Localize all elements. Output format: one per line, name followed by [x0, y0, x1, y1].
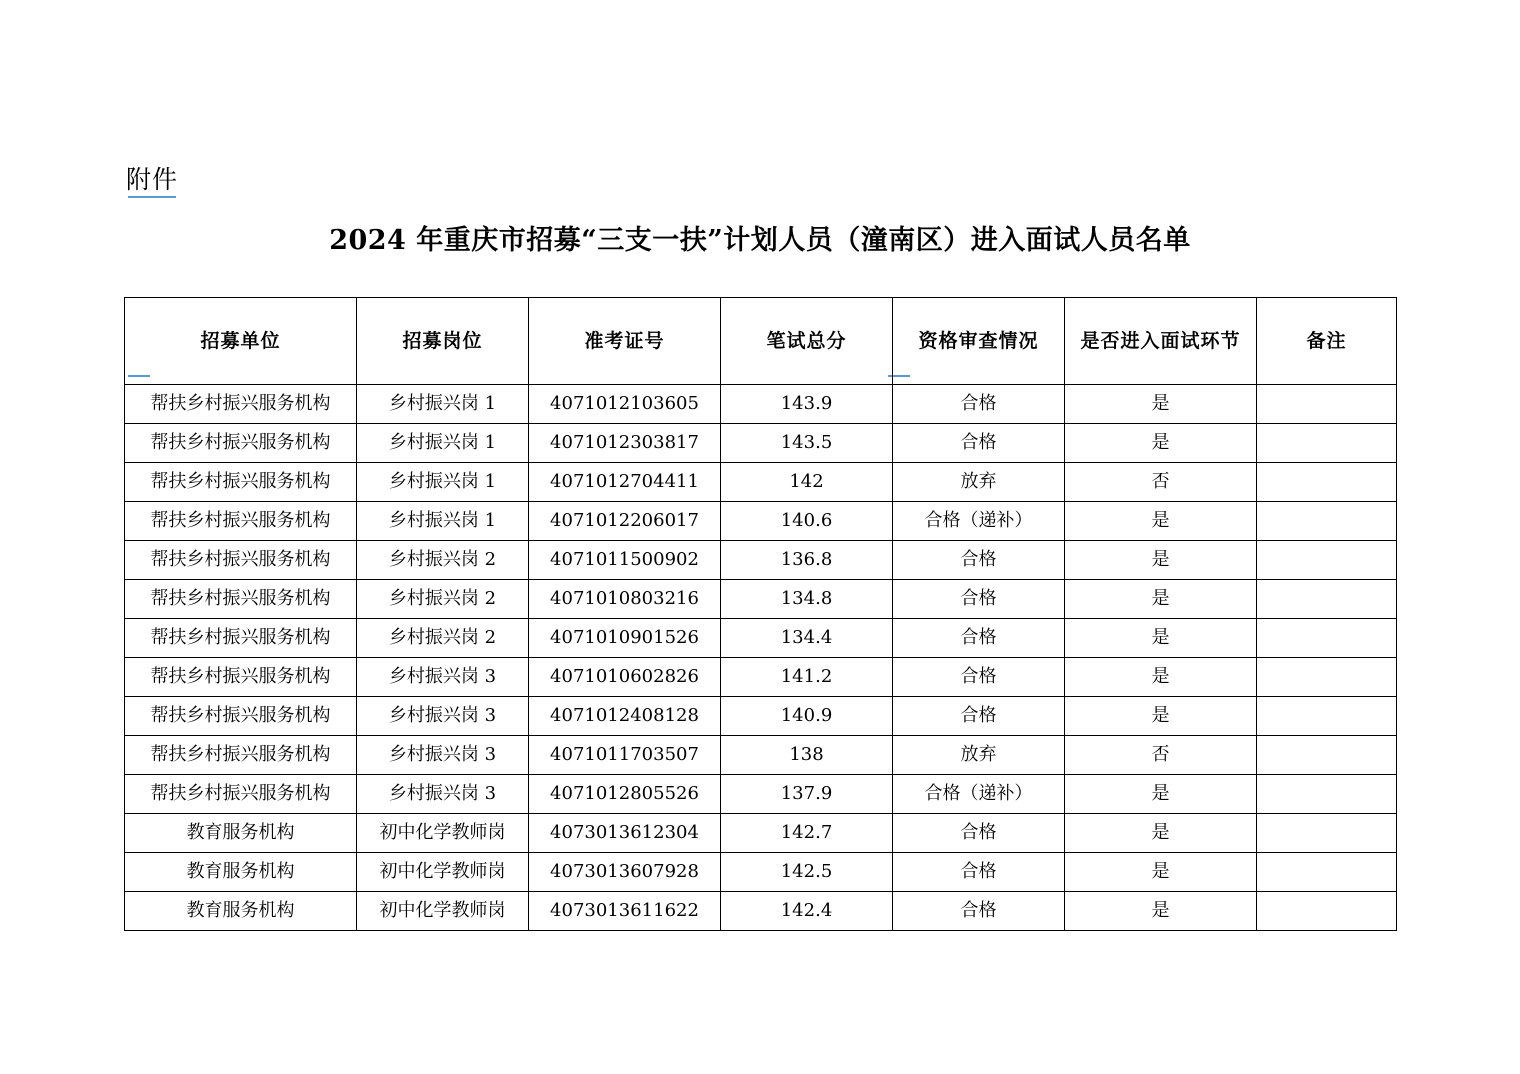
cell-qualification-review: 合格 [893, 814, 1065, 853]
cell-position: 乡村振兴岗 2 [357, 541, 529, 580]
table-row [125, 853, 1397, 892]
cell-admission-number: 4071012704411 [529, 463, 721, 502]
column-header-enter-interview: 是否进入面试环节 [1065, 298, 1257, 385]
cell-position: 乡村振兴岗 3 [357, 736, 529, 775]
cell-unit: 教育服务机构 [125, 853, 357, 892]
cell-unit: 教育服务机构 [125, 892, 357, 931]
cell-enter-interview: 是 [1065, 853, 1257, 892]
cell-position: 乡村振兴岗 2 [357, 580, 529, 619]
cell-written-score: 141.2 [721, 658, 893, 697]
cell-unit: 帮扶乡村振兴服务机构 [125, 580, 357, 619]
cell-unit: 帮扶乡村振兴服务机构 [125, 502, 357, 541]
cell-remarks [1257, 775, 1397, 814]
table-row [125, 736, 1397, 775]
cell-enter-interview: 是 [1065, 502, 1257, 541]
cell-qualification-review: 合格 [893, 541, 1065, 580]
cell-qualification-review: 合格 [893, 697, 1065, 736]
cell-written-score: 138 [721, 736, 893, 775]
cell-qualification-review: 合格 [893, 853, 1065, 892]
cell-position: 初中化学教师岗 [357, 892, 529, 931]
cell-enter-interview: 否 [1065, 736, 1257, 775]
cell-enter-interview: 是 [1065, 658, 1257, 697]
cell-unit: 帮扶乡村振兴服务机构 [125, 541, 357, 580]
table-row [125, 424, 1397, 463]
table-header-row [125, 298, 1397, 385]
cell-admission-number: 4073013607928 [529, 853, 721, 892]
cell-admission-number: 4071012303817 [529, 424, 721, 463]
cell-admission-number: 4071011703507 [529, 736, 721, 775]
cell-admission-number: 4071012206017 [529, 502, 721, 541]
cell-enter-interview: 是 [1065, 775, 1257, 814]
column-header-unit: 招募单位 [125, 298, 357, 385]
cell-enter-interview: 是 [1065, 619, 1257, 658]
cell-unit: 帮扶乡村振兴服务机构 [125, 385, 357, 424]
cell-enter-interview: 是 [1065, 580, 1257, 619]
cell-written-score: 137.9 [721, 775, 893, 814]
cell-written-score: 136.8 [721, 541, 893, 580]
cell-qualification-review: 合格 [893, 424, 1065, 463]
cell-position: 初中化学教师岗 [357, 853, 529, 892]
cell-position: 乡村振兴岗 1 [357, 424, 529, 463]
cell-remarks [1257, 619, 1397, 658]
cell-remarks [1257, 541, 1397, 580]
cell-admission-number: 4071012103605 [529, 385, 721, 424]
cell-qualification-review: 合格 [893, 619, 1065, 658]
cell-admission-number: 4071011500902 [529, 541, 721, 580]
cell-unit: 帮扶乡村振兴服务机构 [125, 658, 357, 697]
cell-remarks [1257, 892, 1397, 931]
cell-enter-interview: 否 [1065, 463, 1257, 502]
cell-remarks [1257, 853, 1397, 892]
cell-written-score: 142.5 [721, 853, 893, 892]
cell-written-score: 143.9 [721, 385, 893, 424]
cell-admission-number: 4071010901526 [529, 619, 721, 658]
cell-enter-interview: 是 [1065, 892, 1257, 931]
column-header-remarks: 备注 [1257, 298, 1397, 385]
cell-enter-interview: 是 [1065, 424, 1257, 463]
table-row [125, 463, 1397, 502]
table-row [125, 385, 1397, 424]
cell-qualification-review: 合格 [893, 580, 1065, 619]
cell-enter-interview: 是 [1065, 541, 1257, 580]
roster-table-body [125, 385, 1397, 931]
table-row [125, 580, 1397, 619]
cell-unit: 帮扶乡村振兴服务机构 [125, 697, 357, 736]
table-row [125, 658, 1397, 697]
cell-admission-number: 4073013611622 [529, 892, 721, 931]
column-header-qualification-review: 资格审查情况 [893, 298, 1065, 385]
cell-written-score: 134.8 [721, 580, 893, 619]
column-header-written-score: 笔试总分 [721, 298, 893, 385]
cell-written-score: 140.9 [721, 697, 893, 736]
cell-remarks [1257, 424, 1397, 463]
cell-enter-interview: 是 [1065, 385, 1257, 424]
cell-position: 乡村振兴岗 1 [357, 385, 529, 424]
cell-remarks [1257, 502, 1397, 541]
cell-unit: 教育服务机构 [125, 814, 357, 853]
cell-unit: 帮扶乡村振兴服务机构 [125, 775, 357, 814]
table-row [125, 775, 1397, 814]
cell-position: 乡村振兴岗 3 [357, 697, 529, 736]
cell-enter-interview: 是 [1065, 697, 1257, 736]
table-row [125, 697, 1397, 736]
cell-qualification-review: 合格（递补） [893, 775, 1065, 814]
cell-qualification-review: 合格 [893, 658, 1065, 697]
cell-remarks [1257, 658, 1397, 697]
table-row [125, 541, 1397, 580]
cell-qualification-review: 放弃 [893, 463, 1065, 502]
column-header-position: 招募岗位 [357, 298, 529, 385]
cell-enter-interview: 是 [1065, 814, 1257, 853]
cell-qualification-review: 放弃 [893, 736, 1065, 775]
page-title: 2024 年重庆市招募“三支一扶”计划人员（潼南区）进入面试人员名单 [329, 225, 1191, 256]
cell-position: 乡村振兴岗 2 [357, 619, 529, 658]
cell-remarks [1257, 736, 1397, 775]
column-header-admission-number: 准考证号 [529, 298, 721, 385]
cell-remarks [1257, 697, 1397, 736]
roster-table-container [124, 297, 1396, 931]
cell-written-score: 142.7 [721, 814, 893, 853]
cell-admission-number: 4071010602826 [529, 658, 721, 697]
cell-remarks [1257, 580, 1397, 619]
cell-unit: 帮扶乡村振兴服务机构 [125, 424, 357, 463]
cell-remarks [1257, 463, 1397, 502]
cell-written-score: 140.6 [721, 502, 893, 541]
table-row [125, 814, 1397, 853]
cell-admission-number: 4071012805526 [529, 775, 721, 814]
cell-position: 乡村振兴岗 3 [357, 775, 529, 814]
cell-remarks [1257, 814, 1397, 853]
attachment-underline-mark [128, 196, 176, 198]
cell-position: 乡村振兴岗 1 [357, 463, 529, 502]
cell-qualification-review: 合格 [893, 892, 1065, 931]
cell-written-score: 134.4 [721, 619, 893, 658]
cell-unit: 帮扶乡村振兴服务机构 [125, 736, 357, 775]
cell-admission-number: 4071010803216 [529, 580, 721, 619]
attachment-label: 附件 [126, 166, 179, 194]
cell-position: 乡村振兴岗 1 [357, 502, 529, 541]
cell-position: 初中化学教师岗 [357, 814, 529, 853]
roster-table [124, 297, 1397, 931]
cell-unit: 帮扶乡村振兴服务机构 [125, 463, 357, 502]
table-row [125, 619, 1397, 658]
cell-unit: 帮扶乡村振兴服务机构 [125, 619, 357, 658]
cell-written-score: 142 [721, 463, 893, 502]
table-row [125, 892, 1397, 931]
table-row [125, 502, 1397, 541]
cell-remarks [1257, 385, 1397, 424]
cell-admission-number: 4073013612304 [529, 814, 721, 853]
cell-qualification-review: 合格 [893, 385, 1065, 424]
cell-qualification-review: 合格（递补） [893, 502, 1065, 541]
cell-admission-number: 4071012408128 [529, 697, 721, 736]
cell-written-score: 142.4 [721, 892, 893, 931]
cell-position: 乡村振兴岗 3 [357, 658, 529, 697]
cell-written-score: 143.5 [721, 424, 893, 463]
